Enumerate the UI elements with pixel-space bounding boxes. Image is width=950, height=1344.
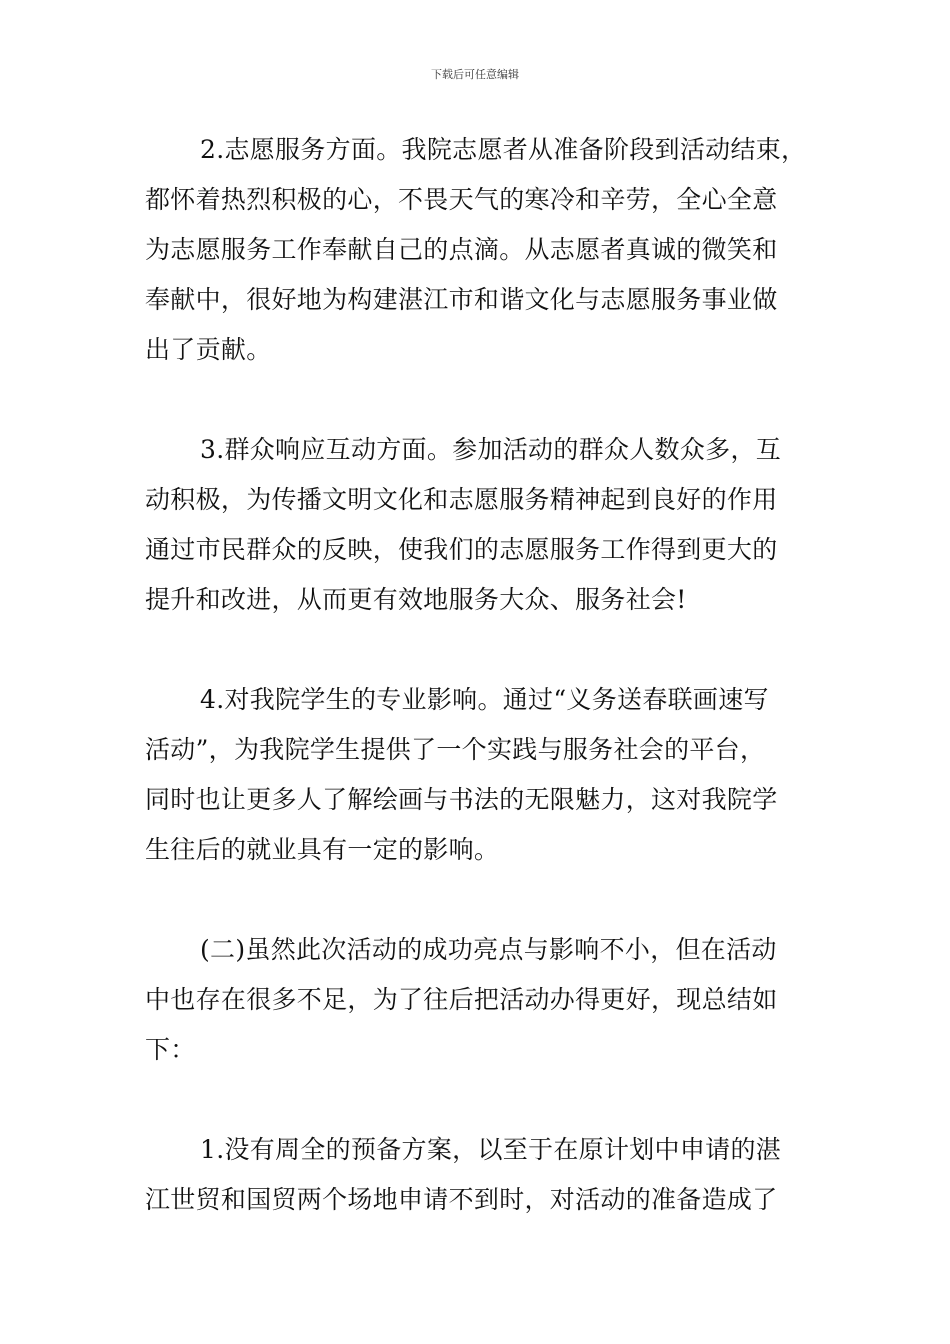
text-line: 下： bbox=[145, 1035, 196, 1064]
text-line: 活动”，为我院学生提供了一个实践与服务社会的平台， bbox=[145, 735, 766, 764]
text-line: 中也存在很多不足，为了往后把活动办得更好，现总结如 bbox=[145, 985, 778, 1014]
text-line: 都怀着热烈积极的心，不畏天气的寒冷和辛劳，全心全意 bbox=[145, 185, 778, 214]
text-line: 出了贡献。 bbox=[145, 335, 272, 364]
text-line: 生往后的就业具有一定的影响。 bbox=[145, 835, 500, 864]
text-line: 奉献中，很好地为构建湛江市和谐文化与志愿服务事业做 bbox=[145, 285, 778, 314]
paragraph-backup-plan bbox=[145, 1125, 817, 1225]
text-line: 江世贸和国贸两个场地申请不到时，对活动的准备造成了 bbox=[145, 1185, 778, 1214]
paragraph-shortcomings-intro bbox=[145, 925, 817, 1075]
text-line: 4.对我院学生的专业影响。通过“义务送春联画速写 bbox=[200, 685, 769, 714]
text-line: 1.没有周全的预备方案，以至于在原计划中申请的湛 bbox=[200, 1135, 782, 1164]
text-line: (二)虽然此次活动的成功亮点与影响不小，但在活动 bbox=[200, 935, 777, 964]
text-line: 2.志愿服务方面。我院志愿者从准备阶段到活动结束， bbox=[200, 135, 807, 164]
text-line: 为志愿服务工作奉献自己的点滴。从志愿者真诚的微笑和 bbox=[145, 235, 778, 264]
text-line: 同时也让更多人了解绘画与书法的无限魅力，这对我院学 bbox=[145, 785, 778, 814]
page-header: 下载后可任意编辑 bbox=[431, 68, 519, 81]
text-line: 动积极，为传播文明文化和志愿服务精神起到良好的作用 bbox=[145, 485, 778, 514]
paragraph-volunteer-service bbox=[145, 125, 817, 375]
paragraph-student-impact bbox=[145, 675, 817, 875]
text-line: 3.群众响应互动方面。参加活动的群众人数众多，互 bbox=[200, 435, 782, 464]
text-line: 通过市民群众的反映，使我们的志愿服务工作得到更大的 bbox=[145, 535, 778, 564]
text-line: 提升和改进，从而更有效地服务大众、服务社会! bbox=[145, 585, 687, 614]
paragraph-public-interaction bbox=[145, 425, 817, 625]
